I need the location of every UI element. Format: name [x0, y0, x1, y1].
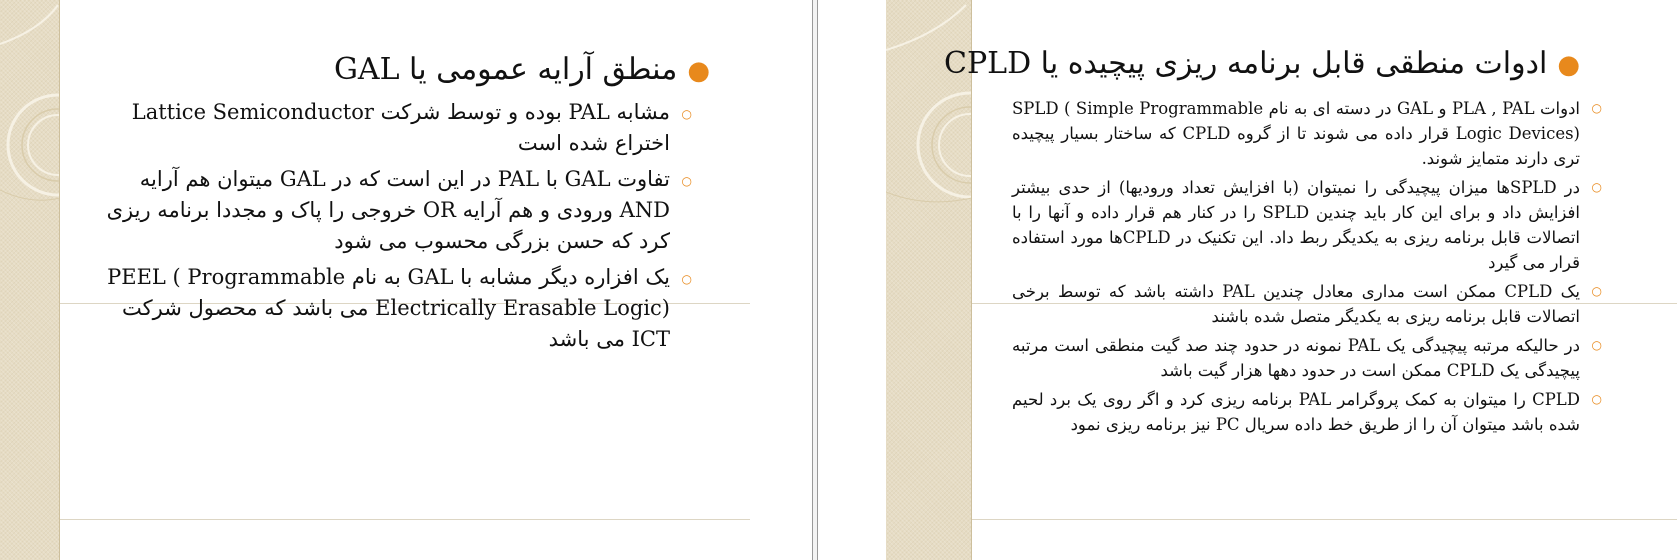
ring-bullet-icon: ○: [681, 174, 692, 188]
ring-bullet-icon: ○: [1591, 180, 1602, 194]
ring-bullet-icon: ○: [1591, 338, 1602, 352]
list-item: ○ یک CPLD ممکن است مداری معادل چندین PAL داشته باشد که توسط برخی اتصالات قابل برنامه ریزی به یکدیگر متصل شده باشند: [1012, 279, 1580, 329]
slide-title: [334, 52, 710, 89]
ring-bullet-icon: ○: [1591, 284, 1602, 298]
bullet-list: [100, 97, 692, 360]
list-item: ○ مشابه PAL بوده و توسط شرکت Lattice Semiconductor اختراع شده است: [131, 100, 692, 155]
decorative-strip: [0, 0, 60, 560]
ring-bullet-icon: ○: [1591, 101, 1602, 115]
circle-ornament-icon: [886, 0, 972, 560]
list-item: ○ یک افزاره دیگر مشابه با GAL به نام PEEL ( Programmable Electrically Erasable Logic) می باشد که محصول شرکت ICT می باشد: [107, 265, 692, 351]
circle-ornament-icon: [0, 0, 60, 560]
title-bullet-icon: ●: [687, 56, 710, 86]
list-item: ○ تفاوت GAL با PAL در این است که در GAL میتوان هم آرایه AND ورودی و هم آرایه OR خروجی را پاک و مجددا برنامه ریزی کرد که حسن بزرگی محسوب می شود: [106, 167, 692, 253]
footer-line: [972, 519, 1677, 520]
slide-gal: [0, 0, 812, 560]
strip-edge: [971, 0, 972, 560]
title-bullet-icon: ●: [1557, 50, 1580, 80]
list-item: ○ در حالیکه مرتبه پیچیدگی یک PAL نمونه در حدود چند صد گیت منطقی است مرتبه پیچیدگی یک CPLD ممکن است در حدود دهها هزار گیت باشد: [1012, 333, 1580, 383]
decorative-strip: [886, 0, 972, 560]
list-item: ○ CPLD را میتوان به کمک پروگرامر PAL برنامه ریزی کرد و اگر روی یک برد لحیم شده باشد میتوان آن را از طریق خط داده سریال PC نیز برنامه ریزی نمود: [1012, 387, 1580, 437]
strip-edge: [59, 0, 60, 560]
list-item: ○ در SPLDها میزان پیچیدگی را نمیتوان (با افزایش تعداد ورودیها) از حدی بیشتر افزایش داد و برای این کار باید چندین SPLD را در کنار هم قرار داده و آنها را با اتصالات قابل برنامه ریزی به یکدیگر ربط داد. این تکنیک در CPLDها مورد استفاده قرار می گیرد: [1012, 175, 1580, 275]
bullet-list: [1012, 96, 1602, 441]
ring-bullet-icon: ○: [681, 107, 692, 121]
footer-line: [60, 519, 750, 520]
slide-title-text: منطق آرایه عمومی یا GAL: [333, 52, 678, 87]
ring-bullet-icon: ○: [681, 272, 692, 286]
slide-title: [944, 46, 1580, 83]
list-item: ○ ادوات PLA , PAL و GAL در دسته ای به نام SPLD ( Simple Programmable Logic Devices) قرار داده می شوند تا از گروه CPLD که ساختار بسیار پیچیده تری دارند متمایز شوند.: [1012, 96, 1580, 171]
slide-title-text: ادوات منطقی قابل برنامه ریزی پیچیده یا CPLD: [944, 46, 1548, 81]
ring-bullet-icon: ○: [1591, 392, 1602, 406]
